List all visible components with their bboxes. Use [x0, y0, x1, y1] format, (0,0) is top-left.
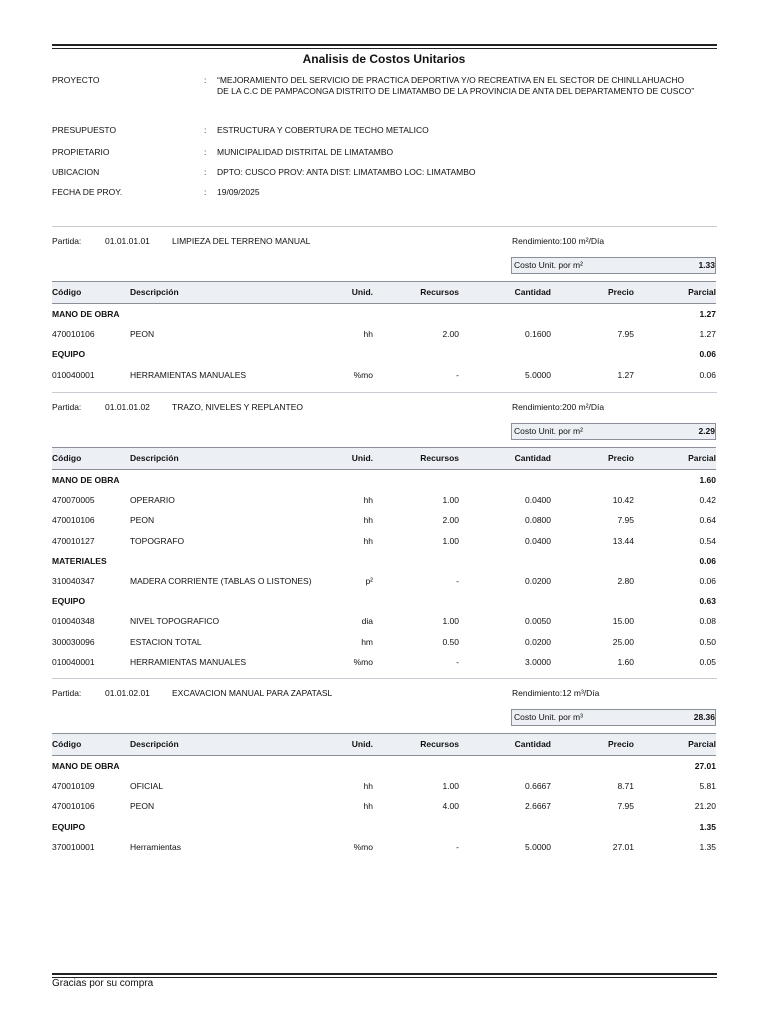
cell-descripcion: HERRAMIENTAS MANUALES: [130, 369, 247, 380]
cell-descripcion: OFICIAL: [130, 781, 164, 792]
cell-recursos: -: [456, 576, 459, 586]
cell-unid: %mo: [353, 369, 373, 380]
cell-codigo: 370010001: [52, 841, 95, 852]
cell-codigo: 470010127: [52, 535, 95, 546]
cell-unid: hh: [363, 515, 373, 526]
cell-parcial: 21.20: [694, 801, 716, 812]
cell-parcial: 0.05: [699, 656, 716, 667]
partida-code: 01.01.02.01: [105, 688, 150, 698]
column-header-codigo: Código: [52, 453, 82, 463]
cell-precio: 8.71: [617, 781, 634, 792]
column-header-recursos: Recursos: [420, 739, 459, 749]
cell-unid: %mo: [353, 841, 373, 852]
proyecto-value: “MEJORAMIENTO DEL SERVICIO DE PRACTICA DEPORTIVA Y/O RECREATIVA EN EL SECTOR DE CHINLLAHUACHO DE LA C.C DE PAMPACONGA DISTRITO DE LIMATAMBO DE LA PROVINCIA DE ANTA DEL DEPARTAMENTO DE CUSCO”: [217, 75, 695, 96]
cell-descripcion: PEON: [130, 329, 155, 340]
presupuesto-value: ESTRUCTURA Y COBERTURA DE TECHO METALICO: [217, 125, 429, 135]
partida-rendimiento: Rendimiento:100 m²/Día: [512, 236, 605, 246]
cell-codigo: 010040001: [52, 369, 95, 380]
cell-descripcion: MADERA CORRIENTE (TABLAS O LISTONES): [130, 576, 312, 586]
cell-codigo: 470010106: [52, 329, 95, 340]
colon: :: [204, 167, 207, 177]
cell-parcial: 0.06: [699, 369, 716, 380]
cell-unid: p²: [365, 576, 373, 586]
partida-rendimiento: Rendimiento:12 m³/Día: [512, 688, 600, 698]
colon: :: [204, 75, 207, 85]
cell-parcial: 1.35: [699, 841, 716, 852]
cell-descripcion: TOPOGRAFO: [130, 535, 185, 546]
column-header-recursos: Recursos: [420, 453, 459, 463]
bottom-rule: [52, 973, 717, 975]
partida-label: Partida:: [52, 236, 82, 246]
partida-name: EXCAVACION MANUAL PARA ZAPATASL: [172, 688, 333, 698]
propietario-label: PROPIETARIO: [52, 147, 110, 157]
fecha-label: FECHA DE PROY.: [52, 187, 123, 197]
cell-codigo: 310040347: [52, 576, 95, 586]
cell-precio: 1.60: [617, 656, 634, 667]
cell-unid: %mo: [353, 656, 373, 667]
cell-precio: 13.44: [612, 535, 634, 546]
cell-descripcion: PEON: [130, 801, 155, 812]
cell-parcial: 0.64: [699, 515, 716, 526]
costo-unitario-value: 2.29: [698, 426, 715, 436]
cell-codigo: 300030096: [52, 636, 95, 647]
cell-codigo: 470010106: [52, 515, 95, 526]
cell-recursos: 1.00: [442, 495, 459, 506]
cell-recursos: -: [456, 656, 459, 667]
group-total: 27.01: [694, 761, 716, 771]
partida-separator: [52, 678, 717, 679]
group-total: 1.35: [699, 821, 716, 832]
cell-precio: 7.95: [617, 515, 634, 526]
partida-code: 01.01.01.02: [105, 402, 150, 412]
page-title: Analisis de Costos Unitarios: [302, 52, 466, 66]
costo-unitario-value: 1.33: [698, 260, 715, 270]
column-header-parcial: Parcial: [688, 453, 716, 463]
ubicacion-value: DPTO: CUSCO PROV: ANTA DIST: LIMATAMBO LOC: LIMATAMBO: [217, 167, 476, 177]
cell-precio: 1.27: [617, 369, 634, 380]
cell-recursos: -: [456, 841, 459, 852]
partida-separator: [52, 226, 717, 227]
column-header-parcial: Parcial: [688, 287, 716, 297]
column-header-codigo: Código: [52, 287, 82, 297]
ubicacion-label: UBICACION: [52, 167, 100, 177]
column-header-cantidad: Cantidad: [514, 739, 551, 749]
cell-parcial: 0.06: [699, 576, 716, 586]
group-total: 0.06: [699, 349, 716, 360]
top-rule: [52, 44, 717, 46]
cell-recursos: 4.00: [442, 801, 459, 812]
group-name: MANO DE OBRA: [52, 309, 120, 319]
partida-label: Partida:: [52, 402, 82, 412]
column-header-recursos: Recursos: [420, 287, 459, 297]
cell-unid: hh: [363, 495, 373, 506]
column-header-parcial: Parcial: [688, 739, 716, 749]
cell-descripcion: OPERARIO: [130, 495, 175, 506]
partida-code: 01.01.01.01: [105, 236, 150, 246]
colon: :: [204, 125, 207, 135]
column-header-unid: Unid.: [351, 453, 373, 463]
cell-cantidad: 2.6667: [525, 801, 551, 812]
cell-parcial: 5.81: [699, 781, 716, 792]
cell-parcial: 1.27: [699, 329, 716, 340]
column-header-descripcion: Descripción: [130, 739, 179, 749]
colon: :: [204, 187, 207, 197]
cell-precio: 10.42: [612, 495, 634, 506]
cell-descripcion: Herramientas: [130, 841, 182, 852]
cell-cantidad: 0.0050: [525, 616, 551, 627]
column-header-codigo: Código: [52, 739, 82, 749]
group-name: EQUIPO: [52, 349, 86, 360]
cell-cantidad: 0.0400: [525, 495, 551, 506]
cell-unid: hh: [363, 781, 373, 792]
cell-unid: hh: [363, 329, 373, 340]
cell-unid: hh: [363, 535, 373, 546]
group-total: 1.27: [699, 309, 716, 319]
cell-recursos: 1.00: [442, 616, 459, 627]
proyecto-label: PROYECTO: [52, 75, 100, 85]
column-header-precio: Precio: [608, 739, 634, 749]
cell-cantidad: 5.0000: [525, 369, 551, 380]
cell-precio: 7.95: [617, 329, 634, 340]
cell-precio: 15.00: [612, 616, 634, 627]
partida-name: LIMPIEZA DEL TERRENO MANUAL: [172, 236, 311, 246]
cell-descripcion: NIVEL TOPOGRAFICO: [130, 616, 220, 627]
fecha-value: 19/09/2025: [217, 187, 260, 197]
costo-unitario-label: Costo Unit. por m²: [514, 260, 583, 270]
partida-rendimiento: Rendimiento:200 m²/Día: [512, 402, 605, 412]
footer-text: Gracias por su compra: [52, 978, 154, 989]
group-name: MANO DE OBRA: [52, 475, 120, 485]
cell-precio: 25.00: [612, 636, 634, 647]
costo-unitario-value: 28.36: [693, 712, 715, 722]
group-name: MANO DE OBRA: [52, 761, 120, 771]
cell-cantidad: 0.0200: [525, 576, 551, 586]
cell-recursos: 1.00: [442, 781, 459, 792]
cell-unid: hm: [361, 636, 373, 647]
top-rule-thin: [52, 48, 717, 49]
column-header-unid: Unid.: [351, 287, 373, 297]
group-name: EQUIPO: [52, 596, 86, 607]
group-total: 1.60: [699, 475, 716, 485]
cell-precio: 7.95: [617, 801, 634, 812]
cell-recursos: -: [456, 369, 459, 380]
cell-cantidad: 3.0000: [525, 656, 551, 667]
propietario-value: MUNICIPALIDAD DISTRITAL DE LIMATAMBO: [217, 147, 394, 157]
column-header-unid: Unid.: [351, 739, 373, 749]
group-name: EQUIPO: [52, 821, 86, 832]
cell-descripcion: ESTACION TOTAL: [130, 636, 202, 647]
group-total: 0.06: [699, 555, 716, 566]
cell-cantidad: 0.0200: [525, 636, 551, 647]
cell-codigo: 470070005: [52, 495, 95, 506]
cell-codigo: 010040348: [52, 616, 95, 627]
colon: :: [204, 147, 207, 157]
column-header-cantidad: Cantidad: [514, 287, 551, 297]
costo-unitario-label: Costo Unit. por m³: [514, 712, 583, 722]
cell-codigo: 470010109: [52, 781, 95, 792]
group-name: MATERIALES: [52, 555, 107, 566]
cell-precio: 2.80: [617, 576, 634, 586]
column-header-precio: Precio: [608, 287, 634, 297]
cell-recursos: 0.50: [442, 636, 459, 647]
cell-parcial: 0.08: [699, 616, 716, 627]
cell-codigo: 470010106: [52, 801, 95, 812]
cell-parcial: 0.54: [699, 535, 716, 546]
cell-recursos: 2.00: [442, 515, 459, 526]
column-header-cantidad: Cantidad: [514, 453, 551, 463]
cell-cantidad: 0.0800: [525, 515, 551, 526]
cell-parcial: 0.50: [699, 636, 716, 647]
cell-recursos: 1.00: [442, 535, 459, 546]
column-header-descripcion: Descripción: [130, 287, 179, 297]
column-header-descripcion: Descripción: [130, 453, 179, 463]
column-header-precio: Precio: [608, 453, 634, 463]
cell-cantidad: 5.0000: [525, 841, 551, 852]
group-total: 0.63: [699, 596, 716, 607]
cell-codigo: 010040001: [52, 656, 95, 667]
presupuesto-label: PRESUPUESTO: [52, 125, 117, 135]
cell-cantidad: 0.0400: [525, 535, 551, 546]
partida-name: TRAZO, NIVELES Y REPLANTEO: [172, 402, 304, 412]
costo-unitario-label: Costo Unit. por m²: [514, 426, 583, 436]
cell-cantidad: 0.1600: [525, 329, 551, 340]
partida-separator: [52, 392, 717, 393]
cell-unid: hh: [363, 801, 373, 812]
partida-label: Partida:: [52, 688, 82, 698]
cell-recursos: 2.00: [442, 329, 459, 340]
cell-parcial: 0.42: [699, 495, 716, 506]
cell-cantidad: 0.6667: [525, 781, 551, 792]
cell-precio: 27.01: [612, 841, 634, 852]
cell-descripcion: HERRAMIENTAS MANUALES: [130, 656, 247, 667]
cell-descripcion: PEON: [130, 515, 155, 526]
cell-unid: dia: [361, 616, 373, 627]
